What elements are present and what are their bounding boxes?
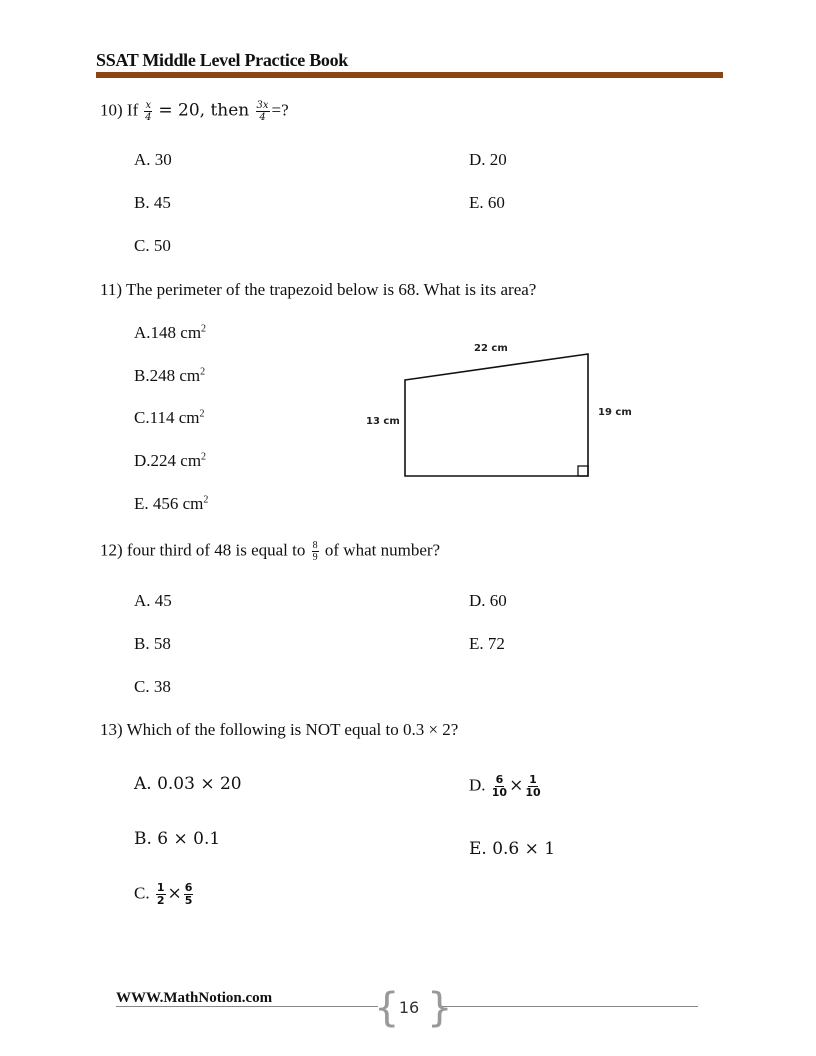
header-rule xyxy=(96,72,723,78)
q13-d-times: × xyxy=(509,775,524,796)
q13-option-c[interactable] xyxy=(134,882,195,907)
trapezoid-left-label: 13 cm xyxy=(366,416,400,427)
q10-equation: = 20, then xyxy=(158,100,250,121)
q12-fraction xyxy=(312,540,319,563)
q13-d-frac2-num: 1 xyxy=(529,773,537,786)
q11-option-a-text: A.148 cm xyxy=(134,323,202,342)
q13-option-b[interactable]: B. 6 × 0.1 xyxy=(134,829,221,849)
trapezoid-right-label: 19 cm xyxy=(598,407,632,418)
q13-d-frac1-num: 6 xyxy=(495,773,504,786)
q10-frac1-den: 4 xyxy=(145,112,152,123)
q10-fraction-1 xyxy=(144,100,152,123)
q13-option-e[interactable]: E. 0.6 × 1 xyxy=(469,839,556,859)
book-title: SSAT Middle Level Practice Book xyxy=(96,50,349,70)
q12-frac-num: 8 xyxy=(312,540,318,551)
q10-suffix: =? xyxy=(271,100,289,120)
q13-d-frac-1 xyxy=(492,774,507,799)
trapezoid-top-label: 22 cm xyxy=(474,343,508,354)
footer-rule-right xyxy=(440,1006,698,1007)
footer-website: WWW.MathNotion.com xyxy=(116,990,273,1006)
q12-option-c[interactable]: C. 38 xyxy=(134,677,171,696)
right-angle-marker xyxy=(578,466,588,476)
q13-c-frac2-num: 6 xyxy=(184,881,193,894)
q10-option-e[interactable]: E. 60 xyxy=(469,193,505,212)
q11-option-d-text: D.224 cm xyxy=(134,451,202,470)
question-13: 13) Which of the following is NOT equal to 0.3 × 2? xyxy=(100,720,459,739)
q13-d-frac1-den: 10 xyxy=(491,786,508,799)
q11-option-c-exp: 2 xyxy=(199,408,205,420)
q10-frac1-num: x xyxy=(145,100,152,111)
footer-bracket-right: } xyxy=(427,985,453,1031)
q12-prefix: 12) four third of 48 is equal to xyxy=(100,540,306,560)
q13-option-d[interactable] xyxy=(469,774,543,799)
q13-c-frac1-num: 1 xyxy=(156,881,165,894)
q10-option-b[interactable]: B. 45 xyxy=(134,193,171,212)
trapezoid-diagram xyxy=(360,335,650,485)
q11-option-b[interactable] xyxy=(134,366,205,386)
q11-option-e-exp: 2 xyxy=(203,494,209,506)
q10-frac2-num: 3x xyxy=(256,100,269,111)
q13-d-frac-2 xyxy=(525,774,540,799)
question-12 xyxy=(100,540,440,563)
q11-option-a[interactable] xyxy=(134,323,206,343)
q11-option-e[interactable] xyxy=(134,494,208,514)
q10-prefix: 10) If xyxy=(100,100,139,120)
question-11: 11) The perimeter of the trapezoid below is 68. What is its area? xyxy=(100,280,537,299)
q11-option-b-exp: 2 xyxy=(200,366,206,378)
page-number: 16 xyxy=(398,998,420,1017)
footer-rule-left xyxy=(116,1006,378,1007)
q13-c-frac-2 xyxy=(184,882,194,907)
q13-option-c-prefix: C. xyxy=(134,883,150,903)
q11-option-d[interactable] xyxy=(134,451,206,471)
q12-option-b[interactable]: B. 58 xyxy=(134,634,171,653)
q12-frac-den: 9 xyxy=(312,552,318,563)
q10-frac2-den: 4 xyxy=(259,112,266,123)
q10-option-a[interactable]: A. 30 xyxy=(134,150,172,169)
q13-c-frac2-den: 5 xyxy=(184,894,193,907)
q11-option-c[interactable] xyxy=(134,408,204,428)
q12-option-d[interactable]: D. 60 xyxy=(469,591,507,610)
q11-option-b-text: B.248 cm xyxy=(134,366,201,385)
q10-fraction-2 xyxy=(256,100,270,123)
q11-option-c-text: C.114 cm xyxy=(134,408,200,427)
footer-bracket-left: { xyxy=(374,985,400,1031)
question-10 xyxy=(100,100,289,123)
q10-option-c[interactable]: C. 50 xyxy=(134,236,171,255)
q12-option-a[interactable]: A. 45 xyxy=(134,591,172,610)
q13-c-times: × xyxy=(167,883,182,904)
q13-option-d-prefix: D. xyxy=(469,775,486,795)
q13-c-frac1-den: 2 xyxy=(156,894,165,907)
q13-option-a[interactable]: A. 0.03 × 20 xyxy=(134,774,242,794)
q13-c-frac-1 xyxy=(156,882,166,907)
q11-option-d-exp: 2 xyxy=(201,451,207,463)
q10-option-d[interactable]: D. 20 xyxy=(469,150,507,169)
trapezoid-shape xyxy=(405,354,588,476)
q11-option-a-exp: 2 xyxy=(201,323,207,335)
q12-suffix: of what number? xyxy=(324,540,441,560)
q11-option-e-text: E. 456 cm xyxy=(134,494,204,513)
q13-d-frac2-den: 10 xyxy=(525,786,541,799)
q12-option-e[interactable]: E. 72 xyxy=(469,634,505,653)
